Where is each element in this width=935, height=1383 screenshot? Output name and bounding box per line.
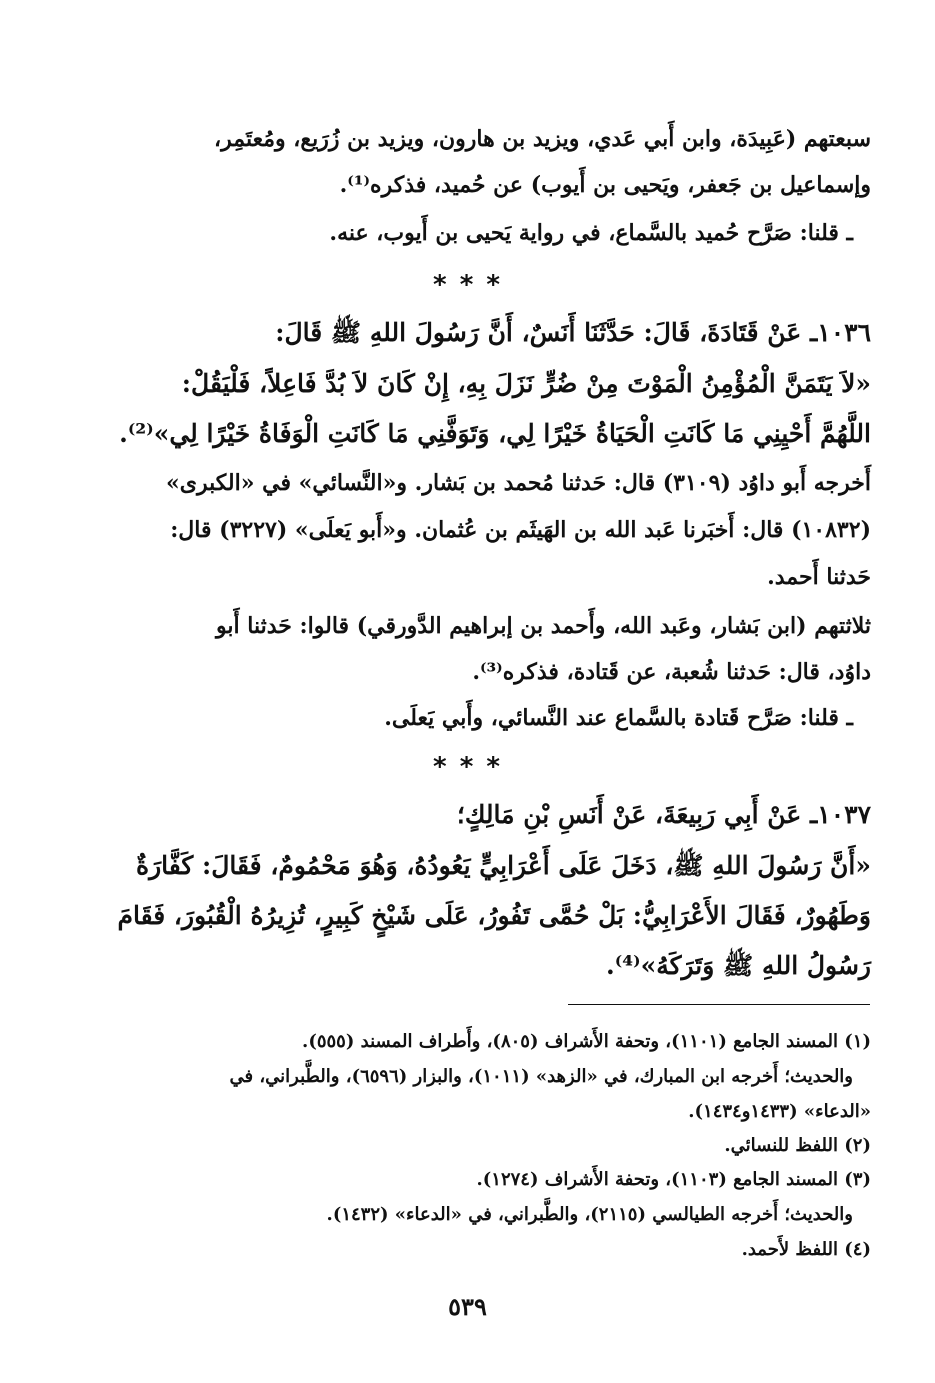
footnote: (٣) المسند الجامع (١١٠٣)، وتحفة الأَشراف (١٢٧٤). [476,1169,871,1190]
footnote: والحديث؛ أَخرجه الطيالسي (٢١١٥)، والطَّبراني، في «الدعاء» (١٤٣٢). [326,1204,853,1225]
footnote: (١) المسند الجامع (١١٠١)، وتحفة الأَشراف (٨٠٥)، وأَطراف المسند (٥٥٥). [302,1031,871,1052]
section-separator: * * * [433,270,502,300]
footnote: (٢) اللفظ للنسائي. [724,1135,871,1156]
text-line: ـ قلنا: صَرَّح حُميد بالسَّماع، في رواية يَحيى بن أَيوب، عنه. [329,220,853,246]
text-line: داوُد، قال: حَدثنا شُعبة، عن قَتادة، فذكره⁽³⁾. [472,659,871,685]
hadith-heading-1036: ١٠٣٦ـ عَنْ قَتَادَةَ، قَالَ: حَدَّثَنَا أَنَسٌ، أَنَّ رَسُولَ اللهِ ﷺ قَالَ: [275,318,871,347]
footnote: والحديث؛ أَخرجه ابن المبارك، في «الزهد» (١٠١١)، والبزار (٦٥٩٦)، والطَّبراني، في [229,1066,853,1087]
hadith-heading-1037: ١٠٣٧ـ عَنْ أَبِي رَبِيعَةَ، عَنْ أَنَسِ بْنِ مَالِكٍ؛ [456,800,871,829]
text-line: حَدثنا أَحمد. [767,564,871,590]
text-line: أَخرجه أَبو داوُد (٣١٠٩) قال: حَدثنا مُحمد بن بَشار. و«النَّسائي» في «الكبرى» [166,470,871,496]
footnote: «الدعاء» (١٤٣٣و١٤٣٤). [688,1101,871,1122]
text-line: ثلاثتهم (ابن بَشار، وعَبد الله، وأَحمد بن إبراهيم الدَّورقي) قالوا: حَدثنا أَبو [216,613,871,639]
section-separator: * * * [433,752,502,782]
hadith-text: رَسُولُ اللهِ ﷺ وَتَرَكَهُ»⁽⁴⁾. [606,951,871,980]
text-line: وإسماعيل بن جَعفر، ويَحيى بن أَيوب) عن حُميد، فذكره⁽¹⁾. [339,172,871,198]
hadith-text: وَطَهُورٌ، فَقَالَ الأَعْرَابِيُّ: بَلْ حُمَّى تَفُورُ، عَلَى شَيْخٍ كَبِيرٍ، تُزِيرُهُ الْقُبُورَ، فَقَامَ [117,901,871,930]
text-line: سبعتهم (عَبِيدَة، وابن أَبي عَدي، ويزيد بن هارون، ويزيد بن زُرَيع، ومُعتَمِر، [214,126,871,152]
hadith-text: اللَّهُمَّ أَحْيِنِي مَا كَانَتِ الْحَيَاةُ خَيْرًا لِي، وَتَوَفَّنِي مَا كَانَتِ الْوَفَاةُ خَيْرًا لِي»⁽²⁾. [119,419,871,448]
page-number: ٥٣٩ [448,1292,487,1321]
text-line: ـ قلنا: صَرَّح قَتادة بالسَّماع عند النَّسائي، وأَبي يَعلَى. [384,705,853,731]
footnote: (٤) اللفظ لأَحمد. [741,1239,871,1260]
hadith-text: «لاَ يَتَمَنَّ الْمُؤْمِنُ الْمَوْتَ مِنْ ضُرٍّ نَزَلَ بِهِ، إِنْ كَانَ لاَ بُدَّ فَاعِلاً، فَلْيَقُلْ: [181,369,871,398]
hadith-text: «أَنَّ رَسُولَ اللهِ ﷺ، دَخَلَ عَلَى أَعْرَابِيٍّ يَعُودُهُ، وَهُوَ مَحْمُومٌ، فَقَالَ: كَفَّارَةٌ [135,851,871,880]
footnote-rule [568,1004,870,1005]
text-line: (١٠٨٣٢) قال: أَخبَرنا عَبد الله بن الهَيثَم بن عُثمان. و«أَبو يَعلَى» (٣٢٢٧) قال: [170,517,871,543]
